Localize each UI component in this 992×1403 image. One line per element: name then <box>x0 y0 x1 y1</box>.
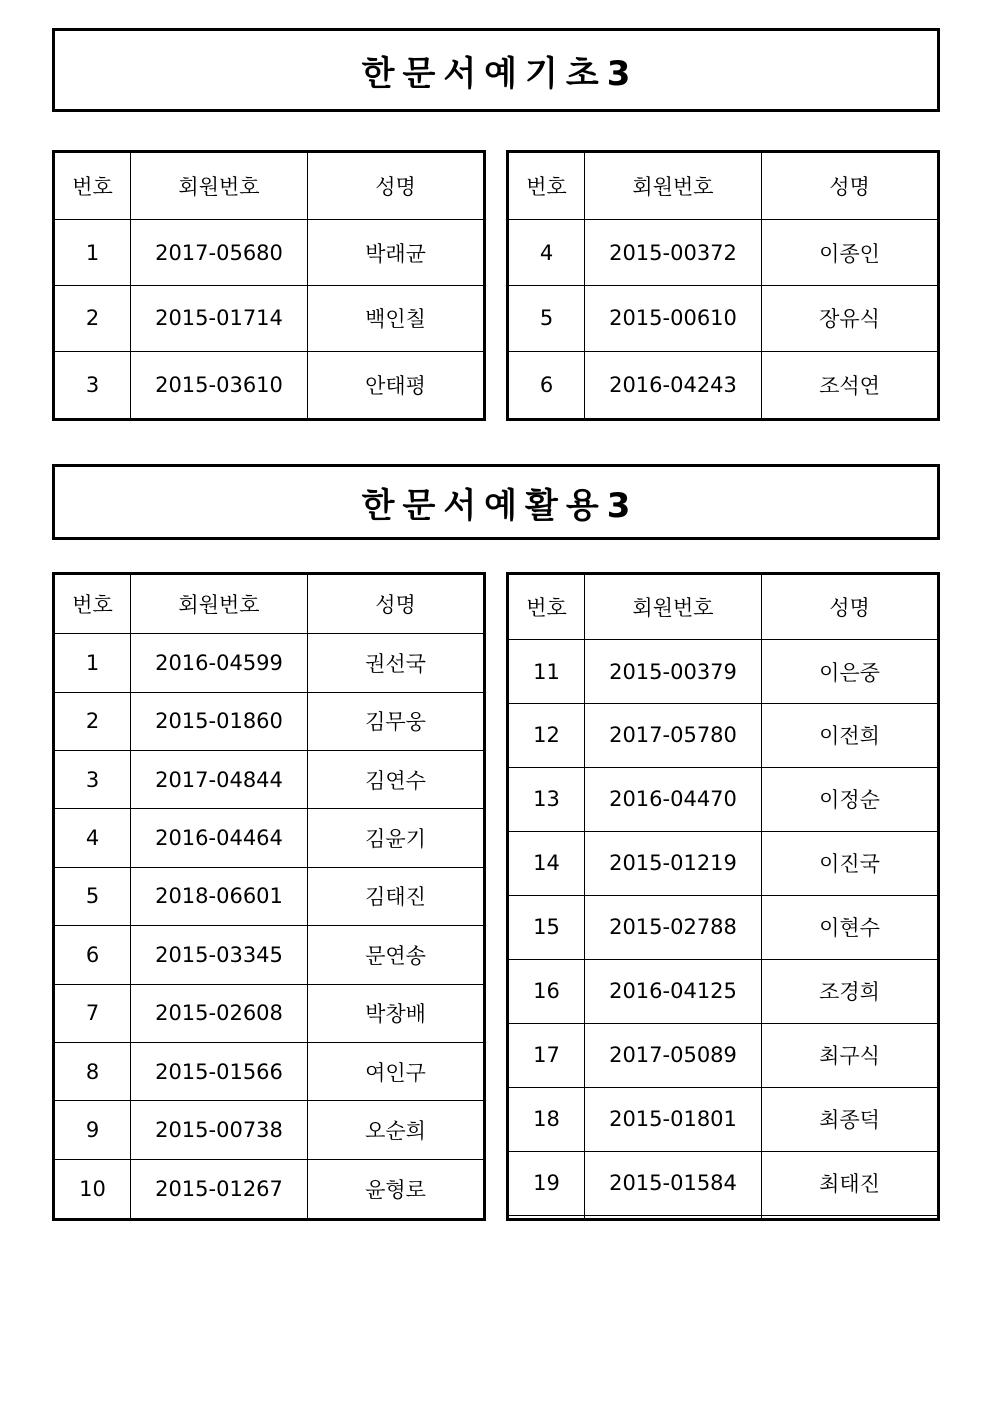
table-row <box>54 984 485 1042</box>
header-member-id: 회원번호 <box>131 152 308 220</box>
cell-number: 8 <box>54 1042 131 1100</box>
cell-number: 10 <box>54 1159 131 1219</box>
table-row <box>508 704 939 768</box>
cell-member-id: 2017-05680 <box>131 220 308 286</box>
table-header-row <box>508 152 939 220</box>
cell-name: 장유식 <box>762 285 939 351</box>
cell-member-id: 2015-03345 <box>131 926 308 984</box>
cell-name: 최종덕 <box>762 1087 939 1151</box>
cell-number: 14 <box>508 831 585 895</box>
cell-name <box>762 1215 939 1219</box>
cell-member-id: 2016-04470 <box>585 767 762 831</box>
roster-table-left <box>52 572 486 1221</box>
cell-number: 19 <box>508 1151 585 1215</box>
table-header-row <box>54 574 485 634</box>
header-number: 번호 <box>54 574 131 634</box>
cell-name: 여인구 <box>308 1042 485 1100</box>
cell-number: 9 <box>54 1101 131 1159</box>
cell-member-id <box>585 1215 762 1219</box>
table-row <box>54 1042 485 1100</box>
table-row <box>54 1159 485 1219</box>
cell-member-id: 2016-04464 <box>131 809 308 867</box>
roster-table-right <box>506 150 940 421</box>
cell-number: 12 <box>508 704 585 768</box>
cell-name: 박래균 <box>308 220 485 286</box>
cell-member-id: 2015-01714 <box>131 285 308 351</box>
cell-name: 권선국 <box>308 634 485 692</box>
cell-name: 김태진 <box>308 867 485 925</box>
cell-number: 5 <box>54 867 131 925</box>
table-row <box>508 351 939 419</box>
cell-member-id: 2015-01267 <box>131 1159 308 1219</box>
table-row <box>508 640 939 704</box>
roster-table-right <box>506 572 940 1221</box>
cell-member-id: 2018-06601 <box>131 867 308 925</box>
cell-member-id: 2016-04599 <box>131 634 308 692</box>
table-row <box>508 767 939 831</box>
cell-name: 문연송 <box>308 926 485 984</box>
header-name: 성명 <box>308 152 485 220</box>
cell-name: 조경희 <box>762 959 939 1023</box>
cell-member-id: 2017-04844 <box>131 751 308 809</box>
cell-number: 7 <box>54 984 131 1042</box>
cell-member-id: 2015-01584 <box>585 1151 762 1215</box>
table-row <box>508 1215 939 1219</box>
table-row <box>54 634 485 692</box>
section-title: 한문서예기초3 <box>361 53 639 94</box>
cell-name: 윤형로 <box>308 1159 485 1219</box>
table-row <box>508 895 939 959</box>
table-row <box>54 809 485 867</box>
cell-number: 3 <box>54 751 131 809</box>
header-name: 성명 <box>762 152 939 220</box>
cell-member-id: 2015-00379 <box>585 640 762 704</box>
cell-member-id: 2015-00372 <box>585 220 762 286</box>
cell-number: 17 <box>508 1023 585 1087</box>
header-name: 성명 <box>762 574 939 640</box>
header-member-id: 회원번호 <box>585 574 762 640</box>
cell-name: 최구식 <box>762 1023 939 1087</box>
cell-number: 4 <box>508 220 585 286</box>
cell-name: 조석연 <box>762 351 939 419</box>
cell-member-id: 2015-01801 <box>585 1087 762 1151</box>
cell-member-id: 2016-04243 <box>585 351 762 419</box>
cell-name: 백인칠 <box>308 285 485 351</box>
cell-name: 김윤기 <box>308 809 485 867</box>
table-header-row <box>508 574 939 640</box>
section-title: 한문서예활용3 <box>361 485 639 526</box>
cell-name: 이은중 <box>762 640 939 704</box>
header-member-id: 회원번호 <box>131 574 308 634</box>
cell-member-id: 2015-01219 <box>585 831 762 895</box>
cell-member-id: 2015-03610 <box>131 351 308 419</box>
table-row <box>54 926 485 984</box>
table-row <box>508 1023 939 1087</box>
cell-name: 최태진 <box>762 1151 939 1215</box>
table-row <box>54 751 485 809</box>
table-row <box>508 831 939 895</box>
cell-number: 1 <box>54 220 131 286</box>
cell-member-id: 2015-01566 <box>131 1042 308 1100</box>
cell-number: 6 <box>54 926 131 984</box>
cell-number: 1 <box>54 634 131 692</box>
section-title-box <box>52 464 940 540</box>
table-row <box>54 285 485 351</box>
cell-member-id: 2017-05089 <box>585 1023 762 1087</box>
roster-table-left <box>52 150 486 421</box>
cell-number: 18 <box>508 1087 585 1151</box>
cell-member-id: 2015-01860 <box>131 692 308 750</box>
table-row <box>54 867 485 925</box>
table-row <box>54 1101 485 1159</box>
cell-number: 3 <box>54 351 131 419</box>
cell-member-id: 2017-05780 <box>585 704 762 768</box>
cell-number: 13 <box>508 767 585 831</box>
cell-name: 김무웅 <box>308 692 485 750</box>
cell-number: 16 <box>508 959 585 1023</box>
header-name: 성명 <box>308 574 485 634</box>
cell-name: 이전희 <box>762 704 939 768</box>
table-row <box>54 220 485 286</box>
table-row <box>54 351 485 419</box>
cell-number: 2 <box>54 692 131 750</box>
cell-number: 15 <box>508 895 585 959</box>
cell-number: 4 <box>54 809 131 867</box>
cell-member-id: 2015-02788 <box>585 895 762 959</box>
cell-name: 이종인 <box>762 220 939 286</box>
header-number: 번호 <box>508 152 585 220</box>
cell-name: 안태평 <box>308 351 485 419</box>
cell-number: 2 <box>54 285 131 351</box>
cell-name: 이정순 <box>762 767 939 831</box>
cell-number: 11 <box>508 640 585 704</box>
cell-name: 박창배 <box>308 984 485 1042</box>
table-row <box>508 285 939 351</box>
cell-number: 6 <box>508 351 585 419</box>
section-title-box <box>52 28 940 112</box>
table-row <box>508 220 939 286</box>
cell-member-id: 2016-04125 <box>585 959 762 1023</box>
cell-name: 이현수 <box>762 895 939 959</box>
table-row <box>54 692 485 750</box>
header-number: 번호 <box>508 574 585 640</box>
table-header-row <box>54 152 485 220</box>
table-row <box>508 1087 939 1151</box>
cell-number: 5 <box>508 285 585 351</box>
header-member-id: 회원번호 <box>585 152 762 220</box>
table-row <box>508 1151 939 1215</box>
cell-member-id: 2015-00610 <box>585 285 762 351</box>
cell-number <box>508 1215 585 1219</box>
cell-member-id: 2015-02608 <box>131 984 308 1042</box>
header-number: 번호 <box>54 152 131 220</box>
cell-name: 김연수 <box>308 751 485 809</box>
cell-name: 이진국 <box>762 831 939 895</box>
table-row <box>508 959 939 1023</box>
cell-member-id: 2015-00738 <box>131 1101 308 1159</box>
cell-name: 오순희 <box>308 1101 485 1159</box>
